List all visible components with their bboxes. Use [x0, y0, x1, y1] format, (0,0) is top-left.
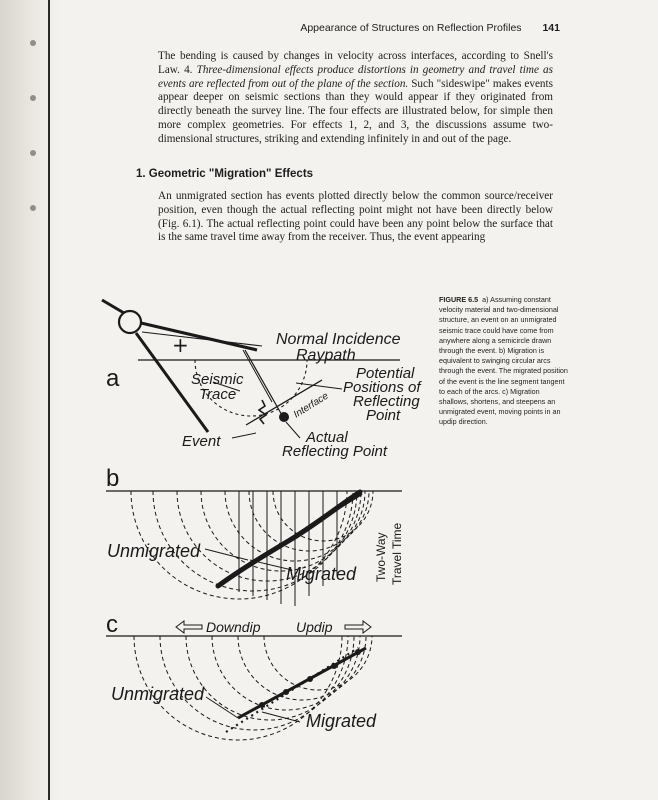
migrated-leader — [262, 712, 300, 722]
panel-letter-b: b — [106, 465, 120, 492]
event-wiggle — [259, 400, 266, 424]
panel-letter-c: c — [106, 611, 118, 638]
unmigrated-leader — [205, 549, 248, 560]
figure-label: FIGURE 6.5 — [439, 295, 479, 304]
migration-arc — [264, 636, 372, 690]
section-heading: 1. Geometric "Migration" Effects — [136, 168, 314, 180]
receiver-icon — [119, 311, 141, 333]
migration-arc — [212, 636, 360, 710]
label-migrated-c: Migrated — [306, 711, 377, 731]
downdip-arrow-icon — [176, 621, 202, 633]
label-event: Event — [182, 433, 221, 450]
migrated-point — [355, 649, 361, 655]
migration-arc — [186, 636, 354, 720]
label-point: Point — [366, 407, 401, 424]
label-unmigrated-c: Unmigrated — [111, 684, 205, 704]
potential-positions-leader — [296, 383, 342, 389]
intro-text-end: Such "sideswipe" makes events appear deeper on seismic sections than they would appear if they originated from directly beneath the survey line. The four effects are illustrated below, for simple then more complex geometries. For effects 1, 2, and 3, the discussions assume two-dimensional structures, striking and extending infinitely in and out of the page. — [158, 77, 553, 145]
label-interface: Interface — [291, 390, 331, 421]
label-migrated-b: Migrated — [286, 564, 357, 584]
raypath-secondary — [243, 350, 272, 402]
caption-text: a) Assuming constant velocity material and two-dimensional structure, an event on an unmigrated seismic trace could have come from anywhere along a semicircle drawn through the event. b) Migration is equivalent to swinging circular arcs through the event. The migrated position of the event is the line segment tangent to each of the arcs. c) Migration shallows, shortens, and steepens an unmigrated event, moving points in an updip direction. — [439, 295, 568, 427]
panel-a — [102, 300, 422, 460]
label-unmigrated-b: Unmigrated — [107, 541, 201, 561]
intro-italic-text: Three-dimensional effects produce distortions in geometry and travel time as events are reflected from out of the plane of the section. — [158, 63, 553, 90]
actual-point-leader — [286, 422, 300, 438]
running-title: Appearance of Structures on Reflection Profiles — [300, 22, 522, 34]
label-positions-of: Positions of — [343, 379, 421, 396]
updip-arrow-icon — [345, 621, 371, 633]
label-normal-incidence: Normal Incidence — [276, 331, 401, 348]
section-paragraph: An unmigrated section has events plotted directly below the common source/receiver position, even though the actual reflecting point might not have been directly below (Fig. 6.1). The actual reflecting point could have been any point below the surface that is the same travel time away from the receiver. Thus, the event appearing — [158, 190, 553, 244]
panel-letter-a: a — [106, 365, 120, 392]
migration-arc — [238, 636, 366, 700]
actual-reflecting-point-dot — [279, 412, 289, 422]
label-trace: Trace — [199, 386, 237, 403]
label-potential: Potential — [356, 365, 415, 382]
label-actual: Actual — [306, 429, 348, 446]
label-reflecting-point: Reflecting Point — [282, 443, 388, 460]
migrated-point — [259, 702, 265, 708]
migrated-point — [331, 663, 337, 669]
event-leader — [232, 433, 256, 438]
migrated-point — [283, 689, 289, 695]
label-downdip: Downdip — [206, 619, 261, 635]
receiver-handle — [102, 300, 124, 313]
panel-c — [106, 611, 402, 740]
page-number: 141 — [542, 22, 560, 34]
cross-icon: + — [172, 333, 189, 357]
label-raypath: Raypath — [296, 347, 356, 364]
label-two-way: Two-Way — [374, 532, 388, 582]
migrated-point — [307, 676, 313, 682]
label-reflecting: Reflecting — [353, 393, 420, 410]
label-seismic: Seismic — [191, 371, 244, 388]
unmigrated-leader — [206, 697, 238, 718]
label-travel-time: Travel Time — [390, 522, 404, 585]
ray-line — [142, 332, 262, 346]
panel-b — [106, 465, 404, 606]
cable-line — [141, 323, 257, 350]
label-updip: Updip — [296, 619, 333, 635]
intro-text-start: The bending is caused by changes in velocity across interfaces, according to Snell's Law. 4. — [158, 50, 553, 76]
migrated-event — [238, 648, 366, 718]
